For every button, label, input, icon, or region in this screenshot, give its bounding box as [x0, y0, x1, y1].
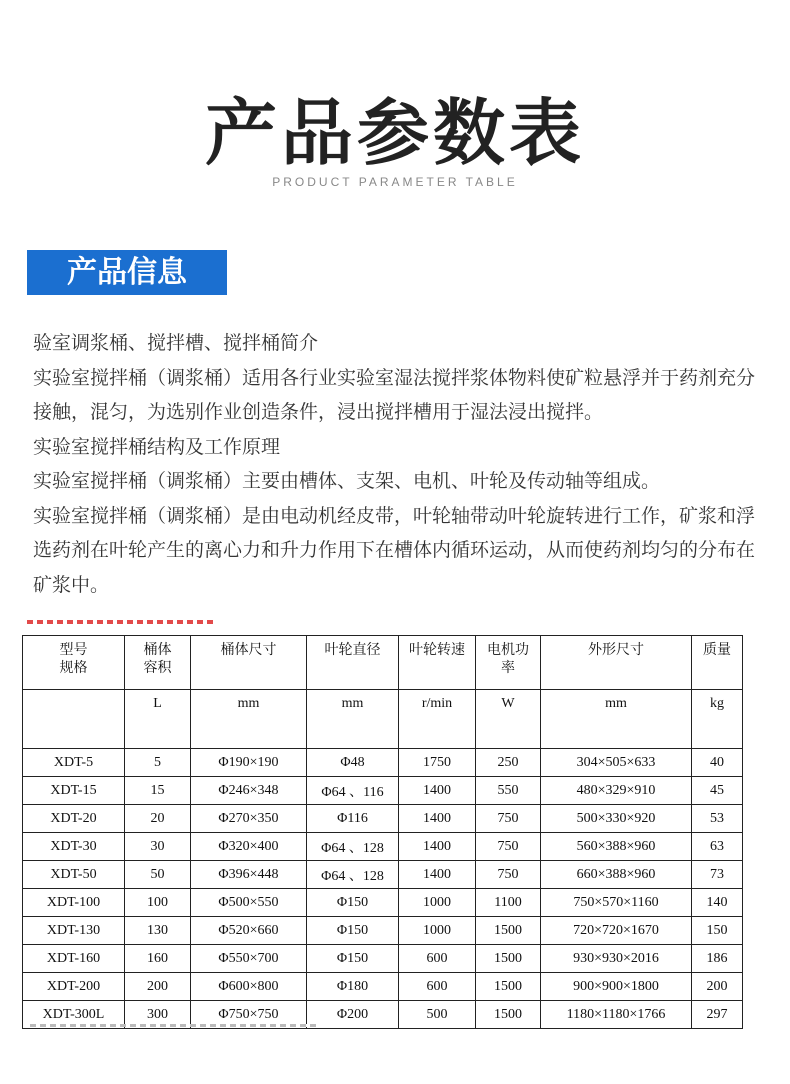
- table-cell: Φ396×448: [191, 861, 307, 889]
- table-cell: Φ64 、116: [307, 777, 399, 805]
- parameter-table: [22, 635, 743, 1029]
- intro-line: 实验室搅拌桶结构及工作原理: [33, 435, 281, 458]
- table-header-row: [23, 636, 743, 690]
- table-cell: 20: [125, 805, 191, 833]
- table-header-cell: 电机功 率: [476, 636, 541, 690]
- table-row: [23, 777, 743, 805]
- table-cell: 45: [692, 777, 743, 805]
- table-cell: Φ64 、128: [307, 861, 399, 889]
- table-cell: Φ48: [307, 749, 399, 777]
- table-row: [23, 833, 743, 861]
- table-cell: 200: [125, 973, 191, 1001]
- table-cell: Φ600×800: [191, 973, 307, 1001]
- table-cell: 40: [692, 749, 743, 777]
- table-cell: 720×720×1670: [541, 917, 692, 945]
- table-cell: 297: [692, 1001, 743, 1029]
- table-cell: 100: [125, 889, 191, 917]
- table-row: [23, 917, 743, 945]
- table-cell: 600: [399, 973, 476, 1001]
- table-cell: Φ246×348: [191, 777, 307, 805]
- table-cell: 1500: [476, 917, 541, 945]
- table-cell: 750: [476, 805, 541, 833]
- intro-line: 实验室搅拌桶（调浆桶）适用各行业实验室湿法搅拌浆体物料使矿粒悬浮并于药剂充分接触，混匀，为选别作业创造条件，浸出搅拌槽用于湿法浸出搅拌。: [33, 366, 756, 423]
- table-cell: XDT-200: [23, 973, 125, 1001]
- table-cell: 250: [476, 749, 541, 777]
- table-cell: 1500: [476, 945, 541, 973]
- table-header-cell: 外形尺寸: [541, 636, 692, 690]
- section-badge: 产品信息: [27, 250, 227, 295]
- table-cell: 1750: [399, 749, 476, 777]
- table-cell: 750×570×1160: [541, 889, 692, 917]
- table-row: [23, 973, 743, 1001]
- table-cell: 140: [692, 889, 743, 917]
- table-row: [23, 861, 743, 889]
- table-unit-cell: kg: [692, 690, 743, 749]
- table-unit-cell: mm: [307, 690, 399, 749]
- table-cell: Φ180: [307, 973, 399, 1001]
- table-row: [23, 945, 743, 973]
- table-cell: XDT-100: [23, 889, 125, 917]
- intro-line: 验室调浆桶、搅拌槽、搅拌桶简介: [33, 332, 319, 354]
- intro-text: [33, 326, 763, 602]
- table-cell: XDT-300L: [23, 1001, 125, 1029]
- table-cell: Φ750×750: [191, 1001, 307, 1029]
- table-header-cell: 叶轮转速: [399, 636, 476, 690]
- table-cell: XDT-20: [23, 805, 125, 833]
- table-cell: 1400: [399, 805, 476, 833]
- table-unit-cell: W: [476, 690, 541, 749]
- table-header-cell: 桶体尺寸: [191, 636, 307, 690]
- table-cell: 73: [692, 861, 743, 889]
- table-cell: Φ116: [307, 805, 399, 833]
- table-cell: 1400: [399, 833, 476, 861]
- table-cell: 130: [125, 917, 191, 945]
- decorative-divider-bottom: [30, 1024, 320, 1027]
- page-title: 产品参数表: [204, 91, 585, 175]
- table-header-cell: 桶体 容积: [125, 636, 191, 690]
- table-cell: XDT-5: [23, 749, 125, 777]
- table-cell: 1180×1180×1766: [541, 1001, 692, 1029]
- table-unit-cell: mm: [191, 690, 307, 749]
- table-cell: Φ520×660: [191, 917, 307, 945]
- table-header-cell: 质量: [692, 636, 743, 690]
- table-cell: Φ500×550: [191, 889, 307, 917]
- table-cell: 560×388×960: [541, 833, 692, 861]
- table-cell: 186: [692, 945, 743, 973]
- intro-line: 实验室搅拌桶（调浆桶）主要由槽体、支架、电机、叶轮及传动轴等组成。: [33, 470, 661, 492]
- table-cell: 63: [692, 833, 743, 861]
- table-header-cell: 型号 规格: [23, 636, 125, 690]
- table-cell: 600: [399, 945, 476, 973]
- table-cell: 750: [476, 833, 541, 861]
- table-cell: 750: [476, 861, 541, 889]
- table-cell: Φ270×350: [191, 805, 307, 833]
- table-cell: Φ320×400: [191, 833, 307, 861]
- table-cell: 930×930×2016: [541, 945, 692, 973]
- table-cell: 50: [125, 861, 191, 889]
- table-cell: Φ550×700: [191, 945, 307, 973]
- table-unit-cell: L: [125, 690, 191, 749]
- table-cell: 1100: [476, 889, 541, 917]
- table-unit-cell: r/min: [399, 690, 476, 749]
- table-cell: 160: [125, 945, 191, 973]
- table-unit-cell: mm: [541, 690, 692, 749]
- table-cell: 480×329×910: [541, 777, 692, 805]
- table-cell: Φ150: [307, 889, 399, 917]
- table-cell: 500×330×920: [541, 805, 692, 833]
- table-cell: 15: [125, 777, 191, 805]
- table-row: [23, 805, 743, 833]
- table-cell: Φ150: [307, 917, 399, 945]
- table-cell: 1400: [399, 777, 476, 805]
- table-cell: 1000: [399, 917, 476, 945]
- table-cell: 1000: [399, 889, 476, 917]
- table-row: [23, 889, 743, 917]
- table-cell: 900×900×1800: [541, 973, 692, 1001]
- table-cell: XDT-130: [23, 917, 125, 945]
- table-units-row: [23, 690, 743, 749]
- table-cell: XDT-15: [23, 777, 125, 805]
- table-cell: Φ64 、128: [307, 833, 399, 861]
- table-cell: Φ150: [307, 945, 399, 973]
- table-cell: XDT-160: [23, 945, 125, 973]
- table-cell: 53: [692, 805, 743, 833]
- table-cell: XDT-30: [23, 833, 125, 861]
- table-cell: 30: [125, 833, 191, 861]
- page-subtitle: PRODUCT PARAMETER TABLE: [272, 175, 518, 189]
- decorative-divider: [27, 620, 217, 624]
- table-cell: 1400: [399, 861, 476, 889]
- table-cell: 550: [476, 777, 541, 805]
- table-cell: 1500: [476, 973, 541, 1001]
- table-cell: 200: [692, 973, 743, 1001]
- table-cell: XDT-50: [23, 861, 125, 889]
- table-cell: Φ200: [307, 1001, 399, 1029]
- table-cell: 5: [125, 749, 191, 777]
- table-cell: 304×505×633: [541, 749, 692, 777]
- table-cell: 1500: [476, 1001, 541, 1029]
- table-cell: Φ190×190: [191, 749, 307, 777]
- table-header-cell: 叶轮直径: [307, 636, 399, 690]
- table-unit-cell: [23, 690, 125, 749]
- table-cell: 300: [125, 1001, 191, 1029]
- table-cell: 150: [692, 917, 743, 945]
- intro-line: 实验室搅拌桶（调浆桶）是由电动机经皮带，叶轮轴带动叶轮旋转进行工作，矿浆和浮选药剂在叶轮产生的离心力和升力作用下在槽体内循环运动，从而使药剂均匀的分布在矿浆中。: [33, 504, 756, 596]
- table-cell: 660×388×960: [541, 861, 692, 889]
- table-row: [23, 749, 743, 777]
- table-cell: 500: [399, 1001, 476, 1029]
